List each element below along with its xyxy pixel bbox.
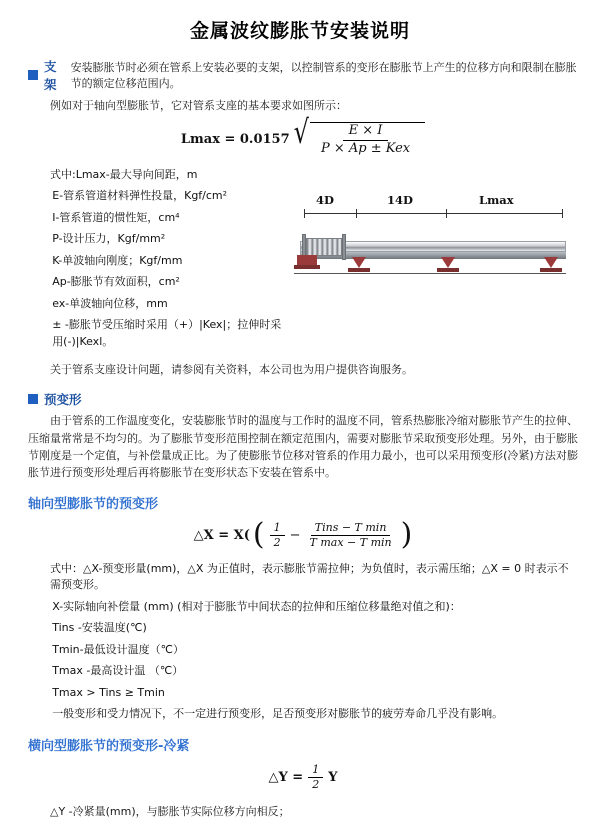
bullet-square-icon xyxy=(28,394,38,404)
formula-axial-temp-fraction: $\frac{\text{Tins − T min}}{\text{T max − T min}}$ xyxy=(309,520,392,549)
sqrt-icon: √ $\frac{E \times I}{\text{P × Ap ± Kex}}$ xyxy=(294,122,425,157)
section-heading-support xyxy=(28,57,578,93)
legend-list xyxy=(28,167,286,356)
axial-note: Tmin-最低设计温度（℃） xyxy=(52,642,184,656)
formula-axial-predeform xyxy=(28,517,578,553)
paren-open: ( xyxy=(252,517,265,553)
dim-tick xyxy=(562,209,563,218)
diagram-label-14d: 14D xyxy=(387,192,413,207)
legend-item: E-管系管道材料弹性投量，Kgf/cm² xyxy=(52,189,228,203)
document-page xyxy=(0,16,600,819)
axial-note: Tmax -最高设计温 （℃） xyxy=(52,664,184,678)
lateral-note: △Y -冷紧量(mm)，与膨胀节实际位移方向相反； xyxy=(50,805,290,819)
diagram-label-4d: 4D xyxy=(316,192,334,207)
formula-lateral-rhs: Y xyxy=(328,769,338,785)
formula-axial-lhs: △X = X( xyxy=(193,527,250,543)
axial-note: 式中：△X-预变形量(mm)，△X 为正值时，表示膨胀节需拉伸；为负值时，表示需压缩；△X = 0 时表示不需预变形。 xyxy=(50,561,569,592)
bullet-square-icon xyxy=(28,70,38,80)
section-heading-predeform xyxy=(28,390,578,408)
section-support-paragraph-1: 安装膨胀节时必须在管系上安装必要的支架，以控制管系的变形在膨胀节上产生的位移方向和限制在膨胀节的额定位移范围内。 xyxy=(70,61,577,90)
ground-line xyxy=(294,273,566,274)
diagram-pipe-area xyxy=(294,221,566,285)
subheading-lateral-predeform: 横向型膨胀节的预变形-冷紧 xyxy=(28,738,190,754)
axial-notes-list xyxy=(28,561,578,723)
bellows-icon xyxy=(306,238,342,256)
section-heading-predeform-label: 预变形 xyxy=(44,392,82,408)
guide-support-icon xyxy=(540,257,562,273)
section-support-closing: 关于管系支座设计问题，请参阅有关资料，本公司也为用户提供咨询服务。 xyxy=(50,363,413,377)
legend-item: ± -膨胀节受压缩时采用（+）|Kex|；拉伸时采用(-)|Kexl。 xyxy=(52,318,282,348)
formula-lateral-predeform xyxy=(28,764,578,791)
legend-item: Ap-膨胀节有效面积，cm² xyxy=(52,275,180,289)
flange-icon xyxy=(342,234,346,260)
legend-item: P-设计压力，Kgf/mm² xyxy=(52,232,166,246)
axial-note: Tmax > Tins ≥ Tmin xyxy=(52,685,165,699)
legend-item: K-单波轴向刚度；Kgf/mm xyxy=(52,253,183,267)
legend-item: 式中:Lmax-最大导向间距，m xyxy=(50,167,198,181)
document-body xyxy=(0,57,600,820)
formula-lmax-numerator: E × I xyxy=(343,124,389,141)
section-predeform-paragraph-1: 由于管系的工作温度变化，安装膨胀节时的温度与工作时的温度不同，管系热膨胀冷缩对膨胀节产生的拉伸、压缩量常常是不均匀的。为了膨胀节变形范围控制在额定范围内，需要对膨胀节采取预变形处理。另外，由于膨胀节刚度是一个定值，与补偿量成正比。为了使膨胀节位移对管系的作用力最小，也可以采用预变形(冷紧)方法对膨胀节进行预变形处理后再将膨胀节在变形状态下安装在管系中。 xyxy=(28,414,578,479)
legend-and-diagram xyxy=(28,167,578,356)
axial-note: Tins -安装温度(℃) xyxy=(52,621,147,635)
page-title: 金属波纹膨胀节安装说明 xyxy=(189,20,410,42)
formula-lmax-lhs: Lmax = 0.0157 xyxy=(180,131,290,147)
anchor-support-icon xyxy=(294,255,320,275)
formula-axial-minus: − xyxy=(289,527,301,543)
legend-item: I-管系管道的惯性矩，cm⁴ xyxy=(52,210,180,224)
subheading-axial-predeform: 轴向型膨胀节的预变形 xyxy=(28,496,159,512)
formula-lmax xyxy=(28,113,578,157)
formula-lmax-denominator: P × Ap ± Kex xyxy=(320,140,411,156)
legend-item: ex-单波轴向位移，mm xyxy=(52,296,168,310)
guide-support-icon xyxy=(348,257,370,273)
diagram-label-lmax: Lmax xyxy=(479,192,514,207)
formula-lmax-fraction xyxy=(312,124,419,157)
section-support-paragraph-2: 例如对于轴向型膨胀节，它对管系支座的基本要求如图所示： xyxy=(50,99,347,112)
expansion-joint-diagram xyxy=(294,193,566,291)
formula-lateral-lhs: △Y = xyxy=(268,769,304,785)
paren-close: ) xyxy=(400,517,413,553)
formula-lmax-expression xyxy=(180,113,425,157)
formula-axial-half: $\frac{1}{2}$ xyxy=(268,522,287,549)
dim-line xyxy=(446,213,562,214)
diagram-dimension-labels xyxy=(294,193,566,209)
diagram-column xyxy=(294,167,578,291)
axial-note: X-实际轴向补偿量 (mm) (相对于膨胀节中间状态的拉伸和压缩位移量绝对值之和)： xyxy=(52,599,461,613)
dim-line xyxy=(356,213,446,214)
formula-lateral-half: $\frac{1}{2}$ xyxy=(306,764,325,791)
diagram-dimension-ticks xyxy=(294,209,566,219)
guide-support-icon xyxy=(437,257,459,273)
dim-line xyxy=(304,213,356,214)
axial-note: 一般变形和受力情况下，不一定进行预变形，足否预变形对膨胀节的疲劳寿命几乎没有影响。 xyxy=(52,707,504,721)
section-heading-support-label: 支架 xyxy=(44,59,57,92)
